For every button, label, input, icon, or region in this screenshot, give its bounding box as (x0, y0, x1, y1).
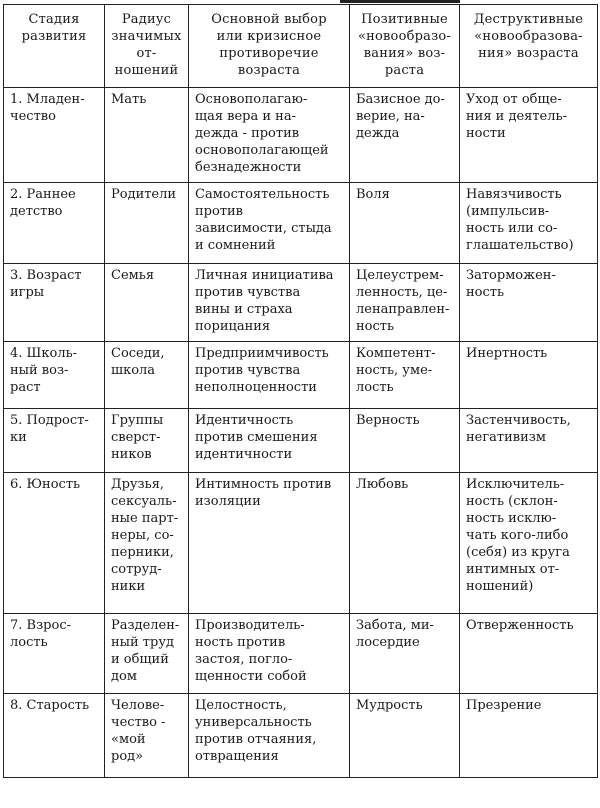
cell-radius: Семья (105, 264, 189, 342)
cell-destructive: Уход от обще- ния и деятель- ности (460, 88, 598, 183)
table-row (4, 473, 598, 614)
cell-destructive: Исключитель- ность (склон- ность исклю- чать кого-либо (себя) из круга интимных от- ношений) (460, 473, 598, 614)
header-radius: Радиус значимых от- ношений (105, 5, 189, 88)
cell-positive: Целеустрем- ленность, це- ленаправлен- ность (350, 264, 460, 342)
cell-crisis: Целостность, универсальность против отчаяния, отвращения (189, 694, 350, 778)
cell-stage: 4. Школь- ный воз- раст (4, 342, 105, 409)
cell-stage: 6. Юность (4, 473, 105, 614)
cell-destructive: Отверженность (460, 614, 598, 694)
table-row (4, 694, 598, 778)
cell-radius: Друзья, сексуаль- ные парт- неры, со- перники, сотруд- ники (105, 473, 189, 614)
cell-positive: Базисное до- верие, на- дежда (350, 88, 460, 183)
cell-radius: Группы сверст- ников (105, 409, 189, 473)
cell-radius: Разделен- ный труд и общий дом (105, 614, 189, 694)
table-row (4, 183, 598, 264)
cell-crisis: Самостоятельность против зависимости, стыда и сомнений (189, 183, 350, 264)
cell-destructive: Застенчивость, негативизм (460, 409, 598, 473)
cell-stage: 3. Возраст игры (4, 264, 105, 342)
cell-crisis: Интимность против изоляции (189, 473, 350, 614)
cell-destructive: Инертность (460, 342, 598, 409)
table-row (4, 409, 598, 473)
header-stage: Стадия развития (4, 5, 105, 88)
cell-radius: Родители (105, 183, 189, 264)
cell-crisis: Основополагаю- щая вера и на- дежда - против основополагающей безнадежности (189, 88, 350, 183)
cell-positive: Забота, ми- лосердие (350, 614, 460, 694)
header-crisis: Основной выбор или кризисное противоречие возраста (189, 5, 350, 88)
cell-positive: Мудрость (350, 694, 460, 778)
cell-destructive: Заторможен- ность (460, 264, 598, 342)
cell-crisis: Личная инициатива против чувства вины и страха порицания (189, 264, 350, 342)
header-destructive: Деструктивные «новообразова- ния» возраста (460, 5, 598, 88)
cell-destructive: Презрение (460, 694, 598, 778)
table-row (4, 264, 598, 342)
cell-radius: Мать (105, 88, 189, 183)
cell-stage: 2. Раннее детство (4, 183, 105, 264)
cell-stage: 8. Старость (4, 694, 105, 778)
cell-crisis: Идентичность против смешения идентичности (189, 409, 350, 473)
page-fragment-line (340, 0, 460, 3)
table-row (4, 88, 598, 183)
cell-stage: 7. Взрос- лость (4, 614, 105, 694)
cell-positive: Верность (350, 409, 460, 473)
cell-radius: Челове- чество - «мой род» (105, 694, 189, 778)
cell-positive: Компетент- ность, уме- лость (350, 342, 460, 409)
cell-crisis: Предприимчивость против чувства неполноценности (189, 342, 350, 409)
cell-positive: Воля (350, 183, 460, 264)
cell-stage: 5. Подрост- ки (4, 409, 105, 473)
cell-crisis: Производитель- ность против застоя, погло- щенности собой (189, 614, 350, 694)
cell-positive: Любовь (350, 473, 460, 614)
cell-radius: Соседи, школа (105, 342, 189, 409)
table-header-row (4, 5, 598, 88)
header-positive: Позитивные «новообразо- вания» воз- раста (350, 5, 460, 88)
table-row (4, 614, 598, 694)
development-stages-table (3, 4, 598, 778)
cell-destructive: Навязчивость (импульсив- ность или со- глашательство) (460, 183, 598, 264)
table-row (4, 342, 598, 409)
cell-stage: 1. Младен- чество (4, 88, 105, 183)
